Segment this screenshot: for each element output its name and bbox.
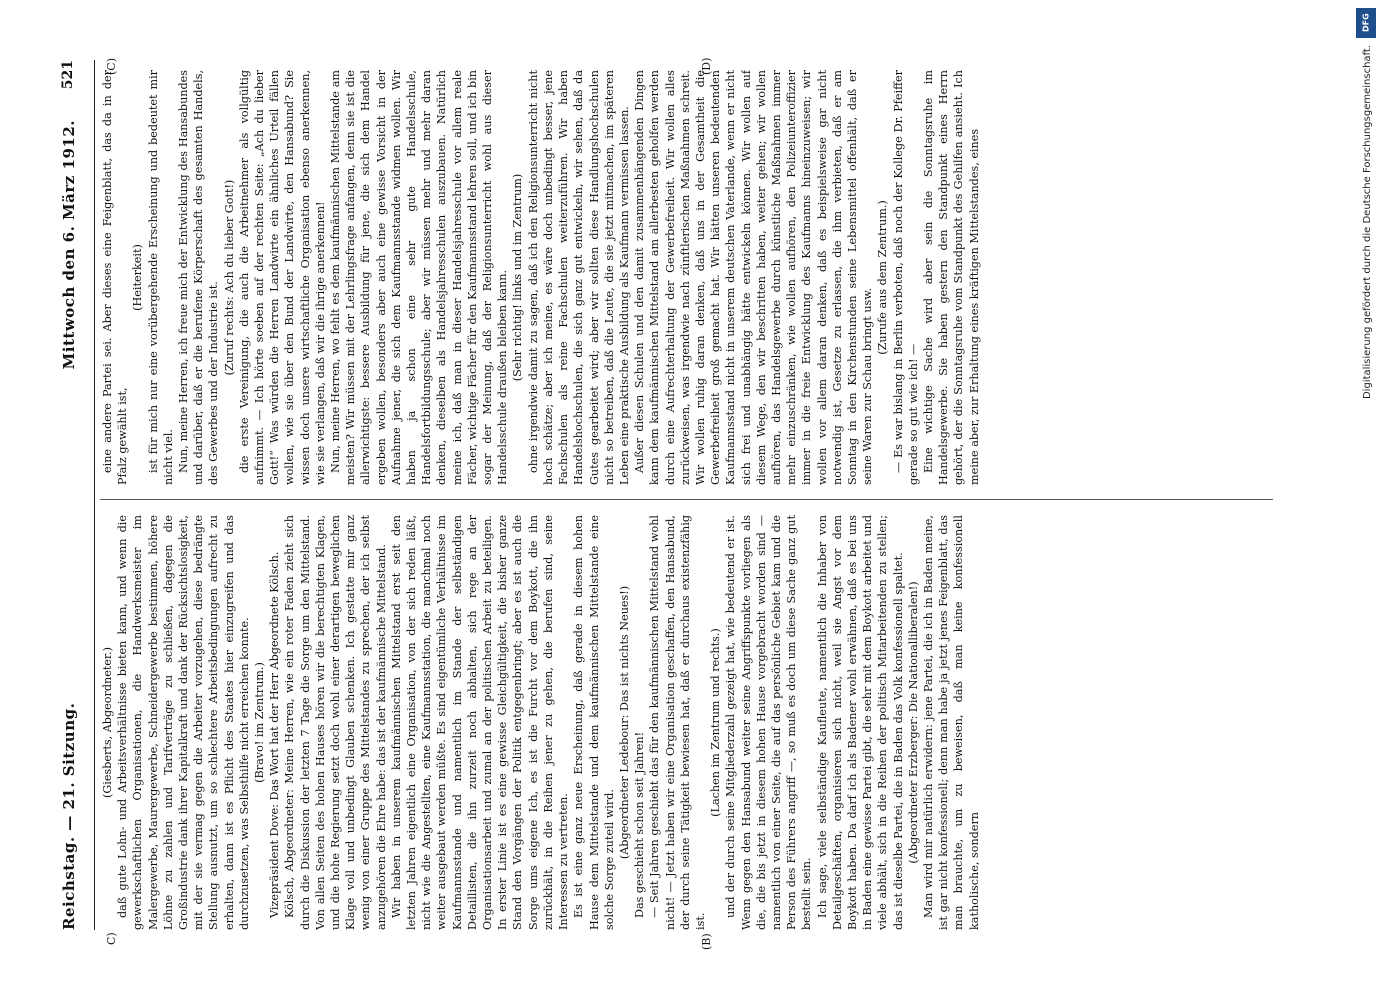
column-divider — [100, 499, 1273, 500]
interjection: (Abgeordneter Erzberger: Die Nationalliberalen!) — [906, 581, 920, 864]
paragraph: — Seit Jahren geschieht das für den kaufmännischen Mittelstand wohl nicht! — Jetzt haben wir eine Organisation geschaffen, den Hansabund, der durch seine Tätigkeit bewiesen hat, daß er durchaus existenzfähig ist. — [648, 515, 707, 930]
margin-mark-c-right: (C) — [105, 58, 118, 75]
speaker-header: (Giesberts, Abgeordneter.) — [101, 647, 114, 798]
paragraph: ohne irgendwie damit zu sagen, daß ich den Religionsunterricht nicht hoch schätze; aber ich meine, es wäre doch unbedingt besser, jene Fachschulen als reine Fachschulen weiterzuführen. Wir haben Handelshochschulen, die sich ganz gut entwickeln, wir sehen, daß da Gutes gearbeitet wird; aber wir sollten diese Handlungshochschulen nicht so betreiben, daß die Leute, die sie jetzt mitmachen, im späteren Leben eine praktische Ausbildung als Kaufmann vermissen lassen. — [526, 70, 631, 485]
interjection: (Zuruf rechts: Ach du lieber Gott!) — [222, 179, 236, 376]
paragraph: und der durch seine Mitgliederzahl gezeigt hat, wie bedeutend er ist. Wenn gegen den Hansabund weiter seine Angriffspunkte vorliegen als die, die bis jetzt in diesem hohen Hause vorgebracht worden sind — namentlich von einer Seite, die auf das persönliche Gebiet kam und die Person des Führers angriff —, so muß es doch um diese Sache ganz gut bestellt sein. — [724, 515, 814, 930]
text-column-left — [100, 515, 1260, 930]
paragraph: eine andere Partei sei. Aber dieses eine Feigenblatt, das da in der Pfalz gewählt ist, — [101, 70, 130, 485]
interjection: (Abgeordneter Ledebour: Das ist nichts Neues!) — [617, 585, 631, 860]
paragraph: Man wird mir natürlich erwidern: jene Partei, die ich in Baden meine, ist gar nicht konfessionell; denn man habe ja jetzt jenes Feigenblatt, das man brauchte, um zu beweisen, daß man keine konfessionell katholische, sondern — [921, 515, 981, 930]
interjection: (Sehr richtig! links und im Zentrum) — [511, 173, 525, 382]
margin-mark-c-left: C) — [105, 932, 118, 945]
header-rule — [94, 60, 95, 930]
page-number: 521 — [60, 60, 76, 90]
header-right: Mittwoch den 6. März 1912. — [60, 120, 78, 370]
paragraph: Kölsch, Abgeordneter: Meine Herren, wie ein roter Faden zieht sich durch die Diskussion der letzten 7 Tage die Sorge um den Mittelstand. Von allen Seiten des hohen Hauses hören wir die berechtigten Klagen, und die hohe Regierung setzt doch wohl einer derartigen beweglichen Klage voll und unbedingt Glauben schenken. Ich gestatte mir ganz wenig von einer Gruppe des Mittelstandes zu sprechen, der ich selbst anzugehören die Ehre habe: das ist der kaufmännische Mittelstand. — [283, 515, 388, 930]
interjection: (Lachen im Zentrum und rechts.) — [709, 628, 723, 817]
text-column-right — [100, 70, 1260, 485]
paragraph: Nun, meine Herren, wo fehlt es dem kaufmännischen Mittelstande am meisten? Wir müssen mit der Lehrlingsfrage anfangen, denn sie ist die allerwichtigste: bessere Ausbildung für jene, die sich dem Handel ergeben wollen, besonders aber auch eine gewisse Vorsicht in der Aufnahme jener, die sich dem Kaufmannsstande widmen wollen. Wir haben ja schon eine sehr gute Handelsschule, Handelsfortbildungsschule; aber wir müssen mehr und mehr daran denken, dieselben als Handelsjahresschulen auszubauen. Natürlich meine ich, daß man in dieser Handelsjahresschule vor allem reale Fächer, wichtige Fächer für den Kaufmannsstand lehren soll, und ich bin sogar der Meinung, daß der Religionsunterricht wohl aus dieser Handelsschule draußen bleiben kann. — [329, 70, 510, 485]
paragraph: — Es war bislang in Berlin verboten, daß noch der Kollege Dr. Pfeiffer gerade so gut wie ich! — — [891, 70, 920, 485]
paragraph: daß gute Lohn- und Arbeitsverhältnisse bieten kann, und wenn die gewerkschaftlichen Organisationen, die Handwerksmeister im Malergewerbe, Maurergewerbe, Schneidergewerbe bestimmen, höhere Löhne zu zahlen und Tarifverträge zu schließen, dagegen die Großindustrie dank ihrer Kapitalkraft und dank der Rücksichtslosigkeit, mit der sie vermag gegen die Arbeiter vorzugehen, diese bedrängte Stellung ausnutzt, um so schlechtere Arbeitsbedingungen aufrecht zu erhalten, dann ist es Pflicht des Staates hier einzugreifen und das durchzusetzen, was Selbsthilfe nicht erreichen konnte. — [116, 515, 251, 930]
paragraph: Vizepräsident Dove: Das Wort hat der Herr Abgeordnete Kölsch. — [268, 551, 282, 918]
paragraph: Ich sage, viele selbständige Kaufleute, namentlich die Inhaber von Detailgeschäften, organisieren sich nicht, weil sie Angst vor dem Boykott haben. Da darf ich als Badener wohl erwähnen, daß es bei uns in Baden eine gewisse Partei gibt, die sehr mit dem Boykott arbeitet und viele abhält, sich in die Reihen der politisch Mitarbeitenden zu stellen; das ist dieselbe Partei, die in Baden das Volk konfessionell spaltet. — [815, 515, 905, 930]
paragraph: Es ist eine ganz neue Erscheinung, daß gerade in diesem hohen Hause dem Mittelstande und dem kaufmännischen Mittelstande eine solche Sorge zuteil wird. — [572, 515, 616, 930]
interjection: (Bravo! im Zentrum.) — [253, 662, 267, 783]
dfg-logo: DFG — [1356, 8, 1376, 38]
paragraph: die erste Vereinigung, die auch die Arbeitnehmer als vollgültig aufnimmt. — Ich hörte soeben auf der rechten Seite: „Ach du lieber Gott!“ Was würden die Herren Landwirte ein ähnliches Urteil fällen wollen, wie sie über den Bund der Landwirte, den Hansabund? Sie wissen doch unsere wirtschaftliche Organisation ebenso anerkennen, wie sie verlangen, daß wir die ihrige anerkennen! — [237, 70, 327, 485]
paragraph: Eine wichtige Sache wird aber sein die Sonntagsruhe im Handelsgewerbe. Sie haben gestern den Standpunkt eines Herrn gehört, der die Sonntagsruhe vom Standpunkt des Gehilfen ansieht. Ich meine aber, zur Erhaltung eines kräftigen Mittelstandes, eines — [921, 70, 981, 485]
paragraph: Das geschieht schon seit Jahren! — [633, 731, 647, 918]
paragraph: Nun, meine Herren, ich freue mich der Entwicklung des Hansabundes und darüber, daß er die berufene Körperschaft des gesamten Handels, des Gewerbes und der Industrie ist. — [177, 70, 221, 485]
dfg-credit: Digitalisierung gefördert durch die Deutsche Forschungsgemeinschaft. — [1362, 45, 1373, 400]
interjection: (Heiterkeit) — [131, 244, 145, 311]
margin-mark-b-left: (B) — [700, 933, 713, 950]
page-header — [60, 60, 90, 930]
header-left: Reichstag. — 21. Sitzung. — [60, 702, 78, 930]
margin-mark-d-right: (D) — [700, 57, 713, 75]
paragraph: Wir haben in unserem kaufmännischen Mittelstand erst seit den letzten Jahren eigentlich eine Organisation, von der sich reden läßt, nicht wie die Angestellten, eine Kaufmannsstation, die manchmal noch weiter ausgebaut werden müßte. Es sind eigentümliche Verhältnisse im Kaufmannsstande und namentlich im Stande der selbständigen Detaillisten, die ihn zurzeit noch abhalten, sich rege an der Organisationsarbeit und zumal an der politischen Arbeit zu beteiligen. In erster Linie ist es eine gewisse Gleichgültigkeit, die bisher ganze Stand den Vorgängen der Politik entgegenbringt; aber es ist auch die Sorge ums eigene Ich, es ist die Furcht vor dem Boykott, die ihn zurückhält, in die Reihen jener zu gehen, die berufen sind, seine Interessen zu vertreten. — [389, 515, 571, 930]
interjection: (Zurufe aus dem Zentrum.) — [876, 200, 890, 355]
paragraph: ist für mich nur eine vorübergehende Erscheinung und bedeutet mir nicht viel. — [146, 70, 175, 485]
paragraph: Außer diesen Schulen und den damit zusammenhängenden Dingen kann dem kaufmännischen Mittelstand am allerbesten geholfen werden durch eine Aufrechterhaltung der Gewerbefreiheit. Wir wollen alles zurückweisen, was irgendwie nach zünftlerischen Maßnahmen schreit. Wir wollen ruhig daran denken, daß uns in der Gesamtheit die Gewerbefreiheit groß gemacht hat. Wir hätten unseren bedeutenden Kaufmannsstand nicht in unserem deutschen Vaterlande, wenn er nicht sich frei und unabhängig hätte entwickeln können. Wir wollen auf diesem Wege, den wir beschritten haben, weiter gehen; wir wollen aufhören, das Handelsgewerbe durch künstliche Maßnahmen immer mehr einzuschränken, wie wollen aufhören, den Polizeiunteroffizier immer in die freie Entwicklung des Kaufmanns hineinzuweisen; wir wollen vor allem daran denken, daß es beispielsweise gar nicht notwendig ist, Gesetze zu erlassen, die ihm verbieten, daß er am Sonntag in den Kirchenstunden seine Lebensmittel offenhält, daß er seine Waren zur Schau bringt usw. — [633, 70, 875, 485]
